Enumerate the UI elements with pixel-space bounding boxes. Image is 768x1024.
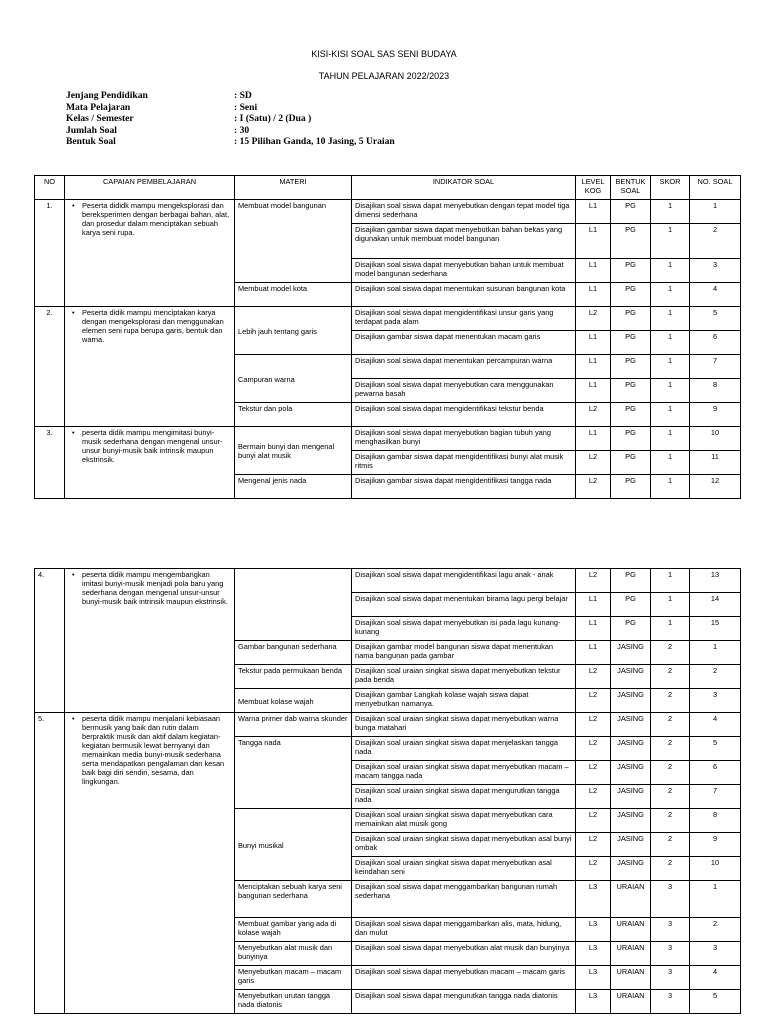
skor-cell: 1 <box>651 475 690 499</box>
meta-value: : Seni <box>234 101 258 113</box>
materi-cell: Campuran warna <box>235 355 352 403</box>
header-materi: MATERI <box>235 176 352 200</box>
meta-key: Jumlah Soal <box>66 124 117 136</box>
nosoal-cell: 7 <box>690 785 741 809</box>
indikator-cell: Disajikan soal siswa dapat menentukan percampuran warna <box>352 355 576 379</box>
capaian-cell <box>65 569 235 713</box>
indikator-cell: Disajikan soal siswa dapat menggambarkan bangunan rumah sederhana <box>352 881 576 918</box>
skor-cell: 1 <box>651 224 690 259</box>
meta-row <box>66 113 395 125</box>
indikator-cell: Disajikan soal siswa dapat menentukan birama lagu pergi belajar <box>352 593 576 617</box>
indikator-cell: Disajikan soal siswa dapat mengurutkan tangga nada diatonis <box>352 990 576 1014</box>
skor-cell: 2 <box>651 713 690 737</box>
level-cell: L1 <box>576 200 611 224</box>
capaian-text: • peserta didik mampu menjalani kebiasaan bermusik yang baik dan rutin dalam berpraktik musik dan aktif dalam kegiatan-kegiatan bermusik lewat bernyanyi dan memainkan media bunyi-musik sederhana serta mendapatkan pengalaman dan kesan baik bagi diri sendiri, sesama, dan lingkungan. <box>82 714 231 786</box>
row-no: 4. <box>35 569 65 713</box>
indikator-cell: Disajikan soal siswa dapat menggambarkan alis, mata, hidung, dan mulut <box>352 918 576 942</box>
bentuk-cell: JASING <box>611 737 651 761</box>
capaian-text: • peserta didik mampu mengimitasi bunyi-musik sederhana dengan mengenal unsur-unsur bunyi-musik baik intrinsik maupun ekstrinsik. <box>82 428 231 464</box>
bentuk-cell: PG <box>611 224 651 259</box>
bentuk-cell: JASING <box>611 833 651 857</box>
level-cell: L3 <box>576 990 611 1014</box>
nosoal-cell: 8 <box>690 809 741 833</box>
table-row <box>35 307 741 331</box>
bentuk-cell: PG <box>611 475 651 499</box>
bentuk-cell: PG <box>611 355 651 379</box>
nosoal-cell: 6 <box>690 761 741 785</box>
level-cell: L2 <box>576 713 611 737</box>
header-capaian: CAPAIAN PEMBELAJARAN <box>65 176 235 200</box>
materi-cell: Menyebutkan urutan tangga nada diatonis <box>235 990 352 1014</box>
materi-cell: Warna primer dab warna skunder <box>235 713 352 737</box>
materi-cell: Bunyi musikal <box>235 809 352 881</box>
indikator-cell: Disajikan soal uraian singkat siswa dapat menyebutkan macam – macam tangga nada <box>352 761 576 785</box>
document-title: KISI-KISI SOAL SAS SENI BUDAYA <box>311 49 457 59</box>
level-cell: L1 <box>576 379 611 403</box>
indikator-cell: Disajikan soal uraian singkat siswa dapat mengurutkan tangga nada <box>352 785 576 809</box>
header-bentuk: BENTUK SOAL <box>611 176 651 200</box>
materi-cell: Mengenal jenis nada <box>235 475 352 499</box>
indikator-cell: Disajikan soal siswa dapat mengidentifikasi unsur garis yang terdapat pada alam <box>352 307 576 331</box>
materi-cell: Tekstur dan pola <box>235 403 352 427</box>
skor-cell: 1 <box>651 403 690 427</box>
bentuk-cell: PG <box>611 200 651 224</box>
table-row <box>35 200 741 224</box>
level-cell: L1 <box>576 427 611 451</box>
materi-cell: Menyebutkan macam – macam garis <box>235 966 352 990</box>
skor-cell: 3 <box>651 966 690 990</box>
indikator-cell: Disajikan soal siswa dapat mengidentifikasi lagu anak - anak <box>352 569 576 593</box>
capaian-cell <box>65 713 235 1014</box>
meta-row <box>66 136 395 148</box>
indikator-cell: Disajikan soal uraian singkat siswa dapat menyebutkan warna bunga matahari <box>352 713 576 737</box>
indikator-cell: Disajikan soal uraian singkat siswa dapat menyebutkan asal keindahan seni <box>352 857 576 881</box>
nosoal-cell: 7 <box>690 355 741 379</box>
bentuk-cell: URAIAN <box>611 918 651 942</box>
meta-key: Mata Pelajaran <box>66 101 131 113</box>
indikator-cell: Disajikan gambar model bangunan siswa dapat menentukan nama bangunan pada gambar <box>352 641 576 665</box>
indikator-cell: Disajikan soal siswa dapat mengidentifikasi tekstur benda <box>352 403 576 427</box>
bentuk-cell: JASING <box>611 641 651 665</box>
meta-key: Kelas / Semester <box>66 113 134 124</box>
level-cell: L1 <box>576 331 611 355</box>
materi-cell: Membuat gambar yang ada di kolase wajah <box>235 918 352 942</box>
bentuk-cell: URAIAN <box>611 990 651 1014</box>
nosoal-cell: 2 <box>690 224 741 259</box>
meta-value: : 30 <box>234 124 250 136</box>
level-cell: L1 <box>576 355 611 379</box>
capaian-text: • Peserta didik mampu menciptakan karya dengan mengeksplorasi dan menggunakan elemen seni rupa berupa garis, bentuk dan warna. <box>82 308 231 344</box>
nosoal-cell: 3 <box>690 689 741 713</box>
row-no: 1. <box>35 200 65 307</box>
kisi-kisi-table-2 <box>34 568 741 1014</box>
nosoal-cell: 5 <box>690 307 741 331</box>
materi-cell: Membuat model bangunan <box>235 200 352 283</box>
bentuk-cell: PG <box>611 593 651 617</box>
nosoal-cell: 4 <box>690 966 741 990</box>
bentuk-cell: JASING <box>611 761 651 785</box>
level-cell: L1 <box>576 283 611 307</box>
skor-cell: 1 <box>651 451 690 475</box>
nosoal-cell: 14 <box>690 593 741 617</box>
level-cell: L1 <box>576 641 611 665</box>
nosoal-cell: 10 <box>690 427 741 451</box>
skor-cell: 2 <box>651 641 690 665</box>
skor-cell: 2 <box>651 665 690 689</box>
table-row <box>35 713 741 737</box>
indikator-cell: Disajikan gambar siswa dapat menyebutkan bahan bekas yang digunakan untuk membuat model bangunan <box>352 224 576 259</box>
nosoal-cell: 9 <box>690 403 741 427</box>
indikator-cell: Disajikan gambar Langkah kolase wajah siswa dapat menyebutkan namanya. <box>352 689 576 713</box>
indikator-cell: Disajikan gambar siswa dapat mengidentifikasi tangga nada <box>352 475 576 499</box>
level-cell: L2 <box>576 403 611 427</box>
indikator-cell: Disajikan soal siswa dapat menyebutkan isi pada lagu kunang-kunang <box>352 617 576 641</box>
skor-cell: 1 <box>651 200 690 224</box>
row-no: 2. <box>35 307 65 427</box>
meta-value: : SD <box>234 90 252 101</box>
materi-cell: Gambar bangunan sederhana <box>235 641 352 665</box>
nosoal-cell: 8 <box>690 379 741 403</box>
skor-cell: 3 <box>651 990 690 1014</box>
indikator-cell: Disajikan soal siswa dapat menyebutkan dengan tepat model tiga dimensi sederhana <box>352 200 576 224</box>
level-cell: L2 <box>576 857 611 881</box>
level-cell: L2 <box>576 451 611 475</box>
level-cell: L3 <box>576 942 611 966</box>
meta-key: Jenjang Pendidikan <box>66 90 148 101</box>
skor-cell: 2 <box>651 737 690 761</box>
skor-cell: 2 <box>651 785 690 809</box>
bentuk-cell: JASING <box>611 809 651 833</box>
level-cell: L1 <box>576 224 611 259</box>
row-no: 3. <box>35 427 65 499</box>
meta-row <box>66 125 395 137</box>
header-indikator: INDIKATOR SOAL <box>352 176 576 200</box>
capaian-text: • peserta didik mampu mengembangkan imitasi bunyi-musik menjadi pola baru yang sederhana dengan mengenal unsur-unsur bunyi-musik baik intrinsik maupun ekstrinsik. <box>82 570 231 606</box>
bentuk-cell: JASING <box>611 857 651 881</box>
materi-cell: Menyebutkan alat musik dan bunyinya <box>235 942 352 966</box>
table-row <box>35 427 741 451</box>
skor-cell: 1 <box>651 569 690 593</box>
indikator-cell: Disajikan soal uraian singkat siswa dapat menyebutkan tekstur pada benda <box>352 665 576 689</box>
bentuk-cell: JASING <box>611 689 651 713</box>
skor-cell: 2 <box>651 833 690 857</box>
bentuk-cell: PG <box>611 331 651 355</box>
bentuk-cell: PG <box>611 307 651 331</box>
skor-cell: 3 <box>651 918 690 942</box>
table-header-row <box>35 176 741 200</box>
level-cell: L2 <box>576 761 611 785</box>
capaian-cell <box>65 427 235 499</box>
nosoal-cell: 15 <box>690 617 741 641</box>
nosoal-cell: 1 <box>690 200 741 224</box>
indikator-cell: Disajikan soal uraian singkat siswa dapat menyebutkan cara memainkan alat musik gong <box>352 809 576 833</box>
level-cell: L3 <box>576 918 611 942</box>
meta-row <box>66 90 395 102</box>
bentuk-cell: URAIAN <box>611 966 651 990</box>
materi-cell: Menciptakan sebuah karya seni bangunan sederhana <box>235 881 352 918</box>
level-cell: L2 <box>576 665 611 689</box>
level-cell: L2 <box>576 809 611 833</box>
table-row <box>35 569 741 593</box>
nosoal-cell: 3 <box>690 942 741 966</box>
skor-cell: 1 <box>651 355 690 379</box>
nosoal-cell: 3 <box>690 259 741 283</box>
nosoal-cell: 4 <box>690 283 741 307</box>
indikator-cell: Disajikan soal siswa dapat menyebutkan alat musik dan bunyinya <box>352 942 576 966</box>
indikator-cell: Disajikan soal siswa dapat menyebutkan bagian tubuh yang menghasilkan bunyi <box>352 427 576 451</box>
materi-cell: Lebih jauh tentang garis <box>235 307 352 355</box>
materi-cell: Bermain bunyi dan mengenal bunyi alat musik <box>235 427 352 475</box>
nosoal-cell: 1 <box>690 641 741 665</box>
skor-cell: 1 <box>651 593 690 617</box>
bentuk-cell: PG <box>611 569 651 593</box>
skor-cell: 1 <box>651 617 690 641</box>
bentuk-cell: JASING <box>611 665 651 689</box>
nosoal-cell: 6 <box>690 331 741 355</box>
level-cell: L2 <box>576 785 611 809</box>
bentuk-cell: PG <box>611 427 651 451</box>
level-cell: L3 <box>576 966 611 990</box>
skor-cell: 2 <box>651 857 690 881</box>
materi-cell: Tangga nada <box>235 737 352 809</box>
indikator-cell: Disajikan gambar siswa dapat mengidentifikasi bunyi alat musik ritmis <box>352 451 576 475</box>
level-cell: L2 <box>576 737 611 761</box>
level-cell: L1 <box>576 593 611 617</box>
nosoal-cell: 2 <box>690 665 741 689</box>
bentuk-cell: PG <box>611 379 651 403</box>
bentuk-cell: URAIAN <box>611 942 651 966</box>
skor-cell: 3 <box>651 942 690 966</box>
header-level: LEVEL KOG <box>576 176 611 200</box>
meta-row <box>66 102 395 114</box>
level-cell: L2 <box>576 307 611 331</box>
bentuk-cell: PG <box>611 283 651 307</box>
indikator-cell: Disajikan soal siswa dapat menyebutkan macam – macam garis <box>352 966 576 990</box>
level-cell: L1 <box>576 617 611 641</box>
indikator-cell: Disajikan soal uraian singkat siswa dapat menjelaskan tangga nada <box>352 737 576 761</box>
nosoal-cell: 5 <box>690 737 741 761</box>
document-meta <box>66 90 395 148</box>
capaian-text: • Peserta dididk mampu mengeksplorasi dan bereksperimen dengan berbagai bahan, alat, dan prosedur dalam menciptakan sebuah karya seni rupa. <box>82 201 231 237</box>
capaian-cell <box>65 200 235 307</box>
skor-cell: 3 <box>651 881 690 918</box>
skor-cell: 1 <box>651 259 690 283</box>
indikator-cell: Disajikan soal siswa dapat menyebutkan cara menggunakan pewarna basah <box>352 379 576 403</box>
nosoal-cell: 11 <box>690 451 741 475</box>
skor-cell: 2 <box>651 761 690 785</box>
document-subtitle: TAHUN PELAJARAN 2022/2023 <box>318 71 450 81</box>
nosoal-cell: 4 <box>690 713 741 737</box>
capaian-cell <box>65 307 235 427</box>
indikator-cell: Disajikan soal uraian singkat siswa dapat menyebutkan asal bunyi ombak <box>352 833 576 857</box>
nosoal-cell: 12 <box>690 475 741 499</box>
bentuk-cell: JASING <box>611 713 651 737</box>
bentuk-cell: URAIAN <box>611 881 651 918</box>
nosoal-cell: 10 <box>690 857 741 881</box>
row-no: 5. <box>35 713 65 1014</box>
level-cell: L2 <box>576 569 611 593</box>
materi-cell: Membuat kolase wajah <box>235 689 352 713</box>
indikator-cell: Disajikan soal siswa dapat menyebutkan bahan untuk membuat model bangunan sederhana <box>352 259 576 283</box>
meta-value: : I (Satu) / 2 (Dua ) <box>234 113 312 124</box>
nosoal-cell: 13 <box>690 569 741 593</box>
header-nosoal: NO. SOAL <box>690 176 741 200</box>
skor-cell: 1 <box>651 307 690 331</box>
header-no: NO <box>35 176 65 200</box>
nosoal-cell: 9 <box>690 833 741 857</box>
nosoal-cell: 2 <box>690 918 741 942</box>
level-cell: L2 <box>576 833 611 857</box>
nosoal-cell: 5 <box>690 990 741 1014</box>
skor-cell: 1 <box>651 427 690 451</box>
bentuk-cell: PG <box>611 617 651 641</box>
meta-key: Bentuk Soal <box>66 136 116 147</box>
indikator-cell: Disajikan soal siswa dapat menentukan susunan bangunan kota <box>352 283 576 307</box>
level-cell: L2 <box>576 689 611 713</box>
meta-value: : 15 Pilihan Ganda, 10 Jasing, 5 Uraian <box>234 136 395 147</box>
indikator-cell: Disajikan gambar siswa dapat menentukan macam garis <box>352 331 576 355</box>
level-cell: L1 <box>576 259 611 283</box>
bentuk-cell: JASING <box>611 785 651 809</box>
bentuk-cell: PG <box>611 259 651 283</box>
kisi-kisi-table-1 <box>34 175 741 499</box>
skor-cell: 2 <box>651 689 690 713</box>
header-skor: SKOR <box>651 176 690 200</box>
skor-cell: 1 <box>651 379 690 403</box>
materi-cell: Tekstur pada permukaan benda <box>235 665 352 689</box>
materi-cell: Membuat model kota <box>235 283 352 307</box>
materi-cell <box>235 569 352 641</box>
skor-cell: 1 <box>651 283 690 307</box>
nosoal-cell: 1 <box>690 881 741 918</box>
level-cell: L3 <box>576 881 611 918</box>
bentuk-cell: PG <box>611 403 651 427</box>
skor-cell: 1 <box>651 331 690 355</box>
skor-cell: 2 <box>651 809 690 833</box>
bentuk-cell: PG <box>611 451 651 475</box>
level-cell: L2 <box>576 475 611 499</box>
